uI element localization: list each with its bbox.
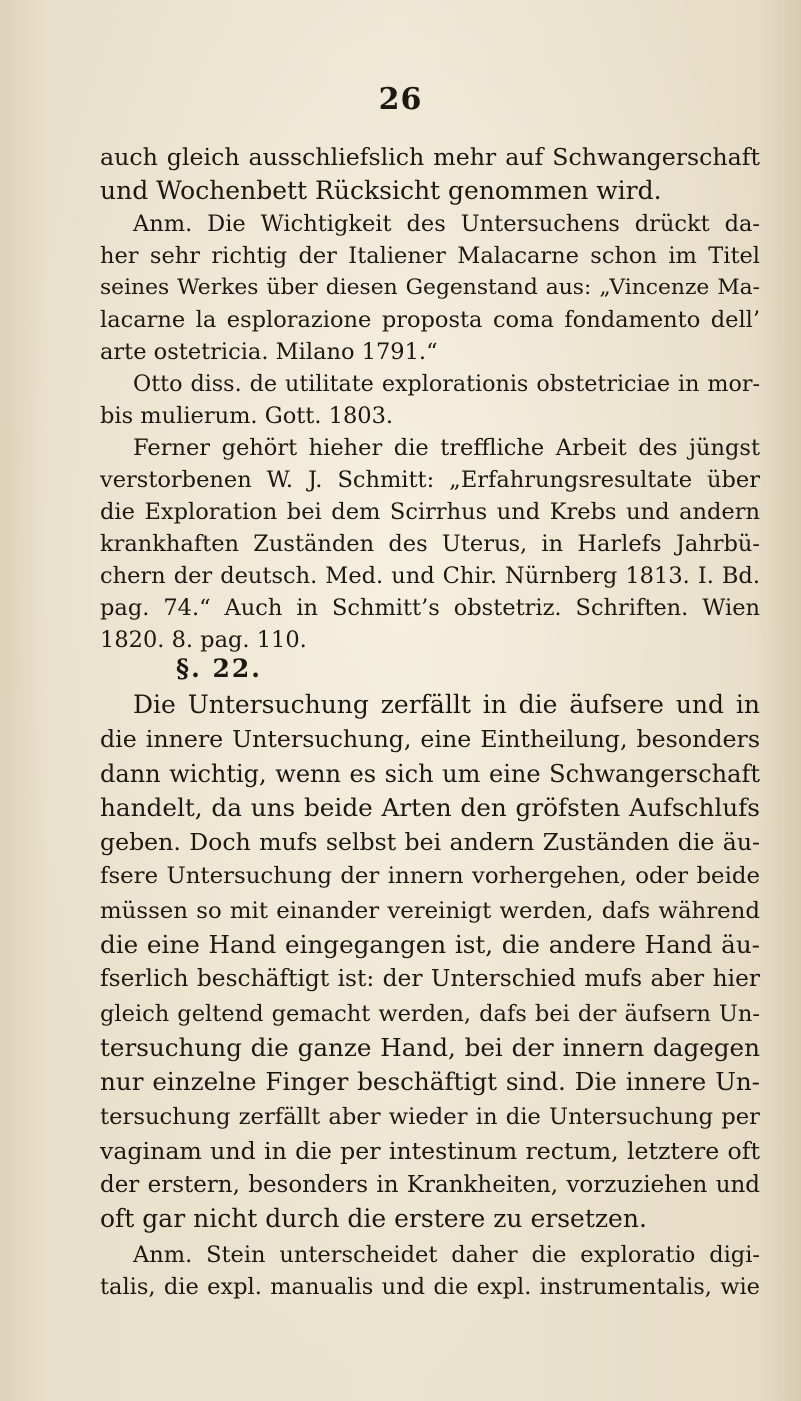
text-line: talis, die expl. manualis und die expl. instrumentalis, wie <box>100 1274 760 1300</box>
text-line: handelt, da uns beide Arten den gröfsten Aufschlufs <box>100 792 760 822</box>
body-paragraph <box>100 688 760 1237</box>
page-number: 26 <box>378 82 423 117</box>
text-line: krankhaften Zuständen des Uterus, in Harlefs Jahrbü- <box>100 531 760 557</box>
text-line: Anm. Die Wichtigkeit des Untersuchens drückt da- <box>133 211 760 237</box>
text-line: tersuchung die ganze Hand, bei der innern dagegen <box>100 1032 760 1062</box>
text-line: verstorbenen W. J. Schmitt: „Erfahrungsresultate über <box>100 467 760 493</box>
text-line: auch gleich ausschliefslich mehr auf Schwangerschaft <box>100 143 760 171</box>
text-line: seines Werkes über diesen Gegenstand aus: „Vincenze Ma- <box>100 275 760 300</box>
text-line: Anm. Stein unterscheidet daher die exploratio digi- <box>133 1242 760 1268</box>
text-line: oft gar nicht durch die erstere zu ersetzen. <box>100 1204 647 1234</box>
section-heading: §. 22. <box>176 654 262 683</box>
footnote-anm-1 <box>100 208 760 656</box>
text-line: fserlich beschäftigt ist: der Unterschied mufs aber hier <box>100 965 760 993</box>
text-line: müssen so mit einander vereinigt werden, dafs während <box>100 897 760 924</box>
text-line: tersuchung zerfällt aber wieder in die Untersuchung per <box>100 1103 760 1130</box>
text-line: der erstern, besonders in Krankheiten, vorzuziehen und <box>100 1172 760 1199</box>
text-line: vaginam und in die per intestinum rectum, letztere oft <box>100 1136 760 1165</box>
text-line: lacarne la esplorazione proposta coma fondamento dell’ <box>100 307 760 333</box>
text-line: Ferner gehört hieher die treffliche Arbeit des jüngst <box>133 435 760 461</box>
text-line: und Wochenbett Rücksicht genommen wird. <box>100 176 662 206</box>
text-line: dann wichtig, wenn es sich um eine Schwangerschaft <box>100 759 760 788</box>
intro-paragraph <box>100 140 760 209</box>
text-line: arte ostetricia. Milano 1791.“ <box>100 339 438 365</box>
text-line: fsere Untersuchung der innern vorhergehen, oder beide <box>100 863 760 890</box>
text-line: die eine Hand eingegangen ist, die andere Hand äu- <box>100 930 760 960</box>
text-line: die Exploration bei dem Scirrhus und Krebs und andern <box>100 499 760 525</box>
text-line: 1820. 8. pag. 110. <box>100 627 307 653</box>
text-line: Die Untersuchung zerfällt in die äufsere und in <box>133 690 760 719</box>
text-line: die innere Untersuchung, eine Eintheilung, besonders <box>100 725 760 754</box>
footnote-anm-2 <box>100 1239 760 1303</box>
text-line: chern der deutsch. Med. und Chir. Nürnberg 1813. I. Bd. <box>100 563 760 589</box>
text-line: bis mulierum. Gott. 1803. <box>100 403 394 429</box>
text-line: geben. Doch mufs selbst bei andern Zuständen die äu- <box>100 828 760 857</box>
text-line: nur einzelne Finger beschäftigt sind. Die innere Un- <box>100 1067 760 1097</box>
text-line: pag. 74.“ Auch in Schmitt’s obstetriz. Schriften. Wien <box>100 595 760 621</box>
text-line: her sehr richtig der Italiener Malacarne schon im Titel <box>100 243 760 269</box>
text-line: Otto diss. de utilitate explorationis obstetriciae in mor- <box>133 371 760 397</box>
text-line: gleich geltend gemacht werden, dafs bei der äufsern Un- <box>100 1000 760 1027</box>
